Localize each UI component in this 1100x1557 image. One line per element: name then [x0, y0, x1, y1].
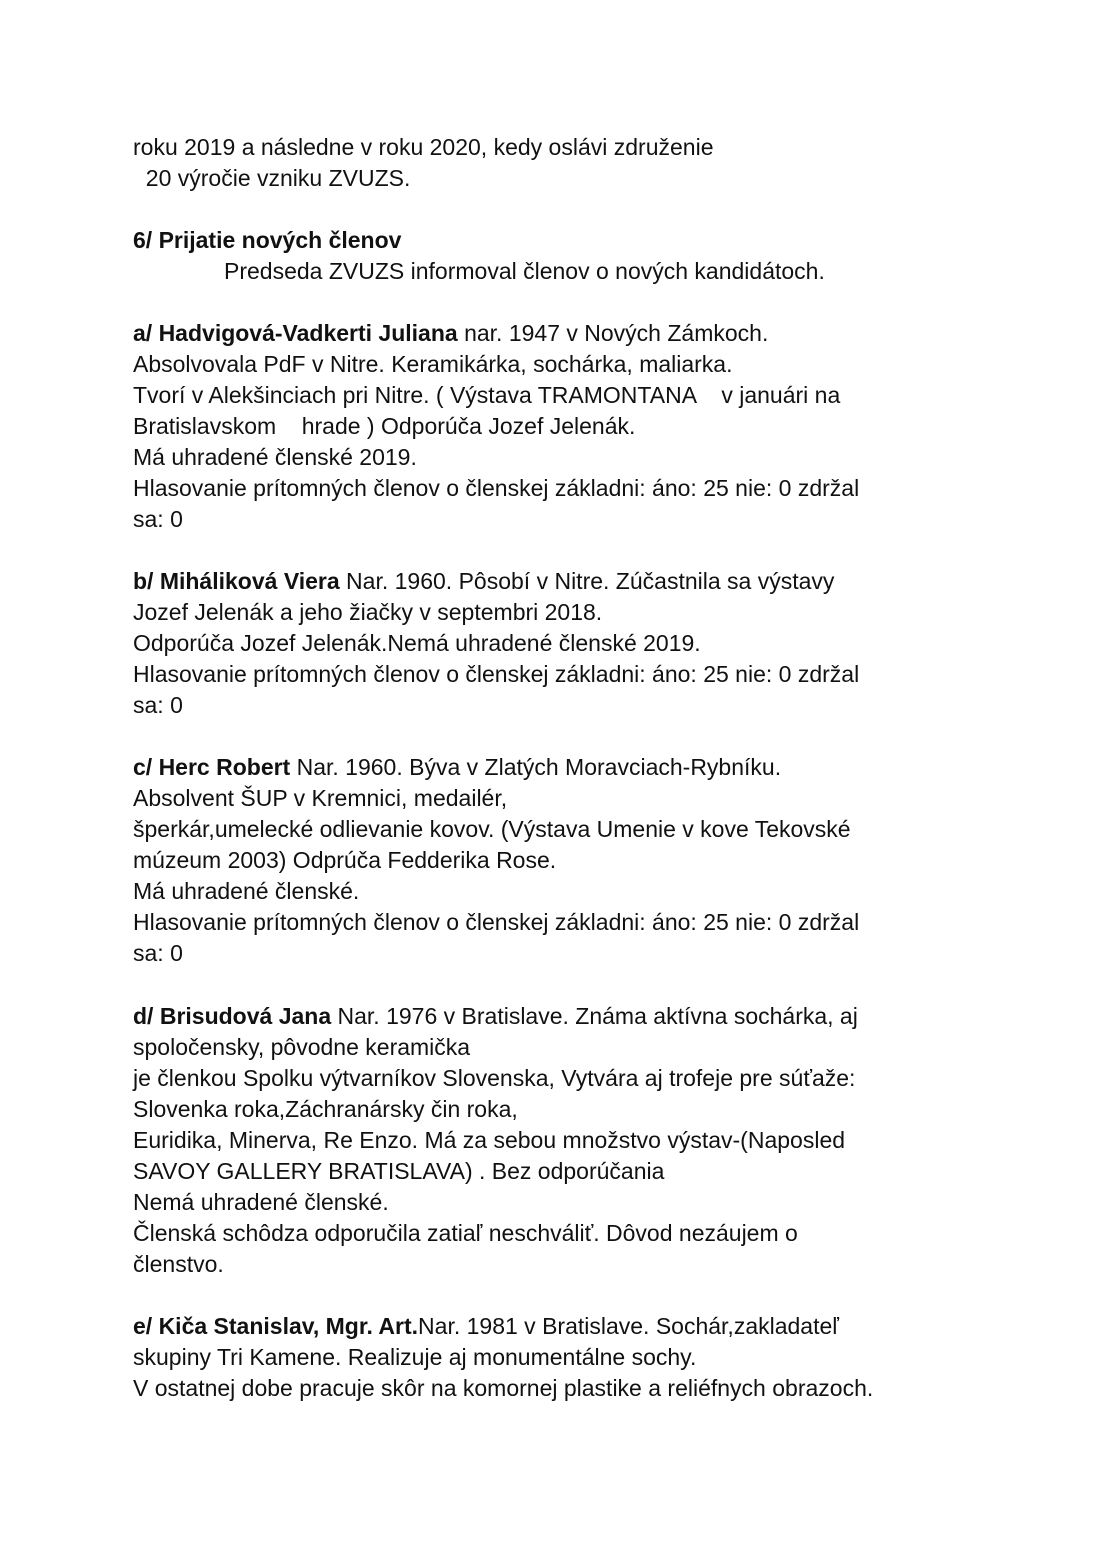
candidate-c-first-line — [133, 752, 781, 783]
candidate-a-line: Bratislavskom hrade ) Odporúča Jozef Jelenák. — [133, 413, 636, 439]
candidate-d-line: spoločensky, pôvodne keramička — [133, 1034, 471, 1060]
candidate-b-line: Odporúča Jozef Jelenák.Nemá uhradené členské 2019. — [133, 630, 701, 656]
candidate-c-vote-end: sa: 0 — [133, 940, 183, 966]
candidate-c-line: Absolvent ŠUP v Kremnici, medailér, — [133, 785, 508, 811]
intro-line-2: 20 výročie vzniku ZVUZS. — [133, 165, 411, 191]
candidate-a-line: Absolvovala PdF v Nitre. Keramikárka, sochárka, maliarka. — [133, 351, 733, 377]
candidate-d-first-line — [133, 1001, 858, 1032]
candidate-d-line: Členská schôdza odporučila zatiaľ neschváliť. Dôvod nezáujem o — [133, 1220, 798, 1246]
candidate-b-name: b/ Miháliková Viera — [133, 568, 340, 594]
section-heading: 6/ Prijatie nových členov — [133, 227, 402, 253]
candidate-d-line: SAVOY GALLERY BRATISLAVA) . Bez odporúčania — [133, 1158, 665, 1184]
candidate-b-line: Jozef Jelenák a jeho žiačky v septembri 2018. — [133, 599, 603, 625]
candidate-c-line: Nar. 1960. Býva v Zlatých Moravciach-Rybníku. — [290, 754, 782, 780]
candidate-d-name: d/ Brisudová Jana — [133, 1003, 332, 1029]
candidate-e-line: skupiny Tri Kamene. Realizuje aj monumentálne sochy. — [133, 1344, 697, 1370]
intro-line-1: roku 2019 a následne v roku 2020, kedy oslávi združenie — [133, 134, 714, 160]
candidate-e-first-line — [133, 1311, 839, 1342]
candidate-c-line: Má uhradené členské. — [133, 878, 360, 904]
candidate-e-name: e/ Kiča Stanislav, Mgr. Art. — [133, 1313, 419, 1339]
candidate-b-vote-end: sa: 0 — [133, 692, 183, 718]
candidate-c-name: c/ Herc Robert — [133, 754, 291, 780]
candidate-a-vote-end: sa: 0 — [133, 506, 183, 532]
candidate-a-line: Má uhradené členské 2019. — [133, 444, 417, 470]
candidate-d-line: Euridika, Minerva, Re Enzo. Má za sebou množstvo výstav-(Naposled — [133, 1127, 846, 1153]
candidate-d-line: členstvo. — [133, 1251, 224, 1277]
candidate-d-line: Nar. 1976 v Bratislave. Známa aktívna sochárka, aj — [331, 1003, 858, 1029]
candidate-d-line: Slovenka roka,Záchranársky čin roka, — [133, 1096, 518, 1122]
candidate-e-line: Nar. 1981 v Bratislave. Sochár,zakladateľ — [418, 1313, 839, 1339]
candidate-b-first-line — [133, 566, 834, 597]
candidate-c-line: šperkár,umelecké odlievanie kovov. (Výstava Umenie v kove Tekovské — [133, 816, 851, 842]
candidate-a-line: Tvorí v Alekšinciach pri Nitre. ( Výstava TRAMONTANA v januári na — [133, 382, 841, 408]
candidate-b-line: Nar. 1960. Pôsobí v Nitre. Zúčastnila sa výstavy — [339, 568, 835, 594]
candidate-d-line: Nemá uhradené členské. — [133, 1189, 389, 1215]
candidate-a-line: nar. 1947 v Nových Zámkoch. — [457, 320, 769, 346]
candidate-a-first-line — [133, 318, 768, 349]
candidate-c-vote: Hlasovanie prítomných členov o členskej základni: áno: 25 nie: 0 zdržal — [133, 909, 860, 935]
section-intro: Predseda ZVUZS informoval členov o nových kandidátoch. — [224, 258, 825, 284]
candidate-a-vote: Hlasovanie prítomných členov o členskej základni: áno: 25 nie: 0 zdržal — [133, 475, 860, 501]
candidate-a-name: a/ Hadvigová-Vadkerti Juliana — [133, 320, 458, 346]
candidate-e-line: V ostatnej dobe pracuje skôr na komornej plastike a reliéfnych obrazoch. — [133, 1375, 874, 1401]
candidate-d-line: je členkou Spolku výtvarníkov Slovenska, Vytvára aj trofeje pre súťaže: — [133, 1065, 856, 1091]
candidate-b-vote: Hlasovanie prítomných členov o členskej základni: áno: 25 nie: 0 zdržal — [133, 661, 860, 687]
candidate-c-line: múzeum 2003) Odprúča Fedderika Rose. — [133, 847, 557, 873]
